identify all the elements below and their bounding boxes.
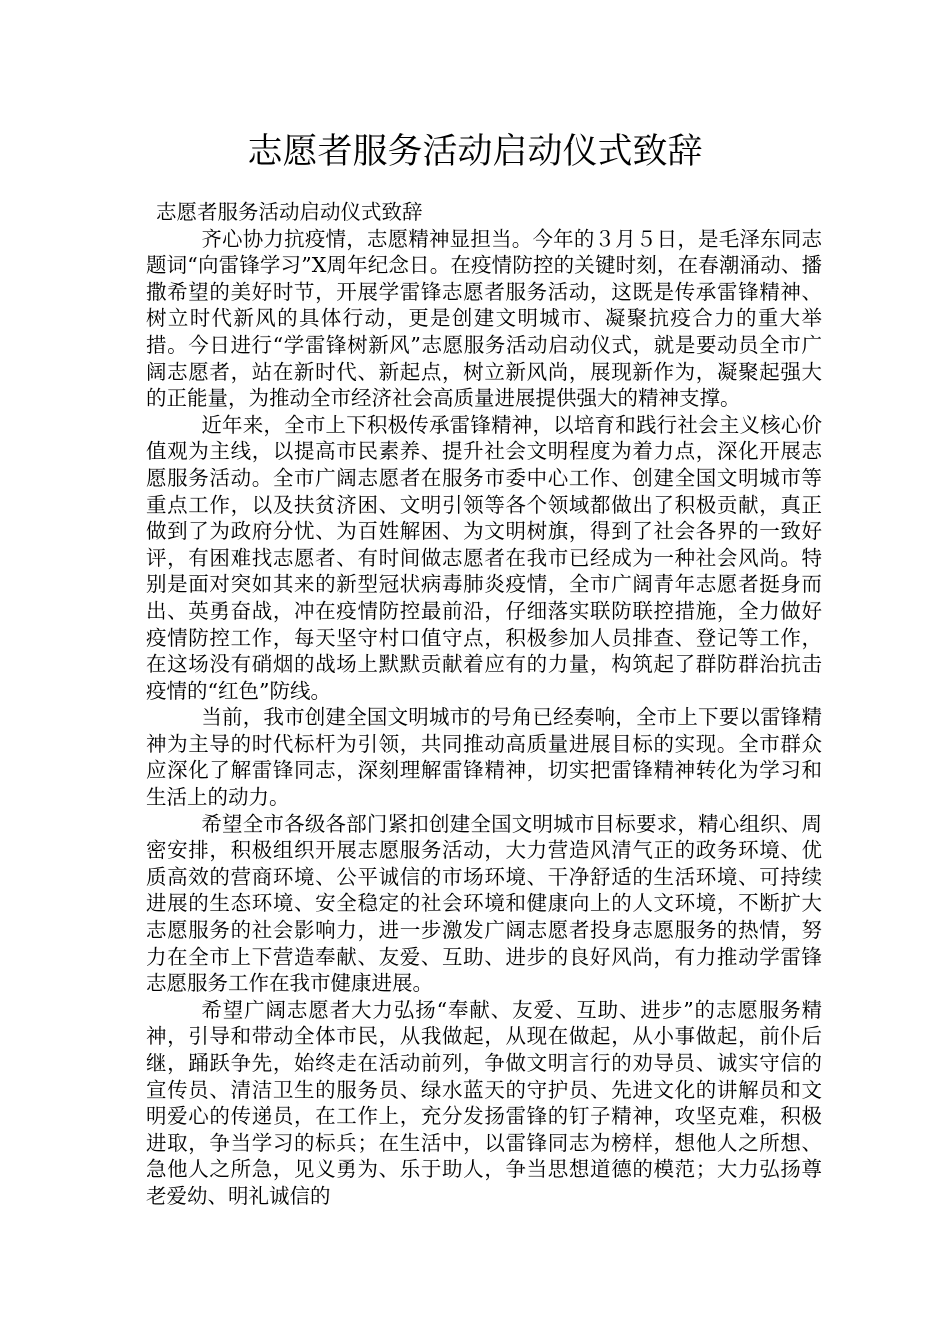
paragraph: 希望广阔志愿者大力弘扬“奉献、友爱、互助、进步”的志愿服务精神，引导和带动全体市民，从我做起，从现在做起，从小事做起，前仆后继，踊跃争先，始终走在活动前列，争做文明言行的劝导员、诚实守信的宣传员、清洁卫生的服务员、绿水蓝天的守护员、先进文化的讲解员和文明爱心的传递员，在工作上，充分发扬雷锋的钉子精神，攻坚克难，积极进取，争当学习的标兵；在生活中，以雷锋同志为榜样，想他人之所想、急他人之所急，见义勇为、乐于助人，争当思想道德的模范；大力弘扬尊老爱幼、明礼诚信的 <box>146 997 822 1208</box>
document-title: 志愿者服务活动启动仪式致辞 <box>247 132 703 172</box>
paragraph: 近年来，全市上下积极传承雷锋精神，以培育和践行社会主义核心价值观为主线，以提高市民素养、提升社会文明程度为着力点，深化开展志愿服务活动。全市广阔志愿者在服务市委中心工作、创建全国文明城市等重点工作，以及扶贫济困、文明引领等各个领域都做出了积极贡献，真正做到了为政府分忧、为百姓解困、为文明树旗，得到了社会各界的一致好评，有困难找志愿者、有时间做志愿者在我市已经成为一种社会风尚。特别是面对突如其来的新型冠状病毒肺炎疫情，全市广阔青年志愿者挺身而出、英勇奋战，冲在疫情防控最前沿，仔细落实联防联控措施，全力做好疫情防控工作，每天坚守村口值守点，积极参加人员排查、登记等工作，在这场没有硝烟的战场上默默贡献着应有的力量，构筑起了群防群治抗击疫情的“红色”防线。 <box>146 412 822 703</box>
paragraph: 齐心协力抗疫情，志愿精神显担当。今年的３月５日，是毛泽东同志题词“向雷锋学习”X周年纪念日。在疫情防控的关键时刻，在春潮涌动、播撒希望的美好时节，开展学雷锋志愿者服务活动，这既是传承雷锋精神、树立时代新风的具体行动，更是创建文明城市、凝聚抗疫合力的重大举措。今日进行“学雷锋树新风”志愿服务活动启动仪式，就是要动员全市广阔志愿者，站在新时代、新起点，树立新风尚，展现新作为，凝聚起强大的正能量，为推动全市经济社会高质量进展提供强大的精神支撑。 <box>146 226 822 411</box>
document-body <box>146 199 822 1210</box>
paragraph: 希望全市各级各部门紧扣创建全国文明城市目标要求，精心组织、周密安排，积极组织开展志愿服务活动，大力营造风清气正的政务环境、优质高效的营商环境、公平诚信的市场环境、干净舒适的生活环境、可持续进展的生态环境、安全稳定的社会环境和健康向上的人文环境，不断扩大志愿服务的社会影响力，进一步激发广阔志愿者投身志愿服务的热情，努力在全市上下营造奉献、友爱、互助、进步的良好风尚，有力推动学雷锋志愿服务工作在我市健康进展。 <box>146 811 822 996</box>
paragraph: 当前，我市创建全国文明城市的号角已经奏响，全市上下要以雷锋精神为主导的时代标杆为引领，共同推动高质量进展目标的实现。全市群众应深化了解雷锋同志，深刻理解雷锋精神，切实把雷锋精神转化为学习和生活上的动力。 <box>146 705 822 810</box>
document-subtitle: 志愿者服务活动启动仪式致辞 <box>156 200 423 224</box>
